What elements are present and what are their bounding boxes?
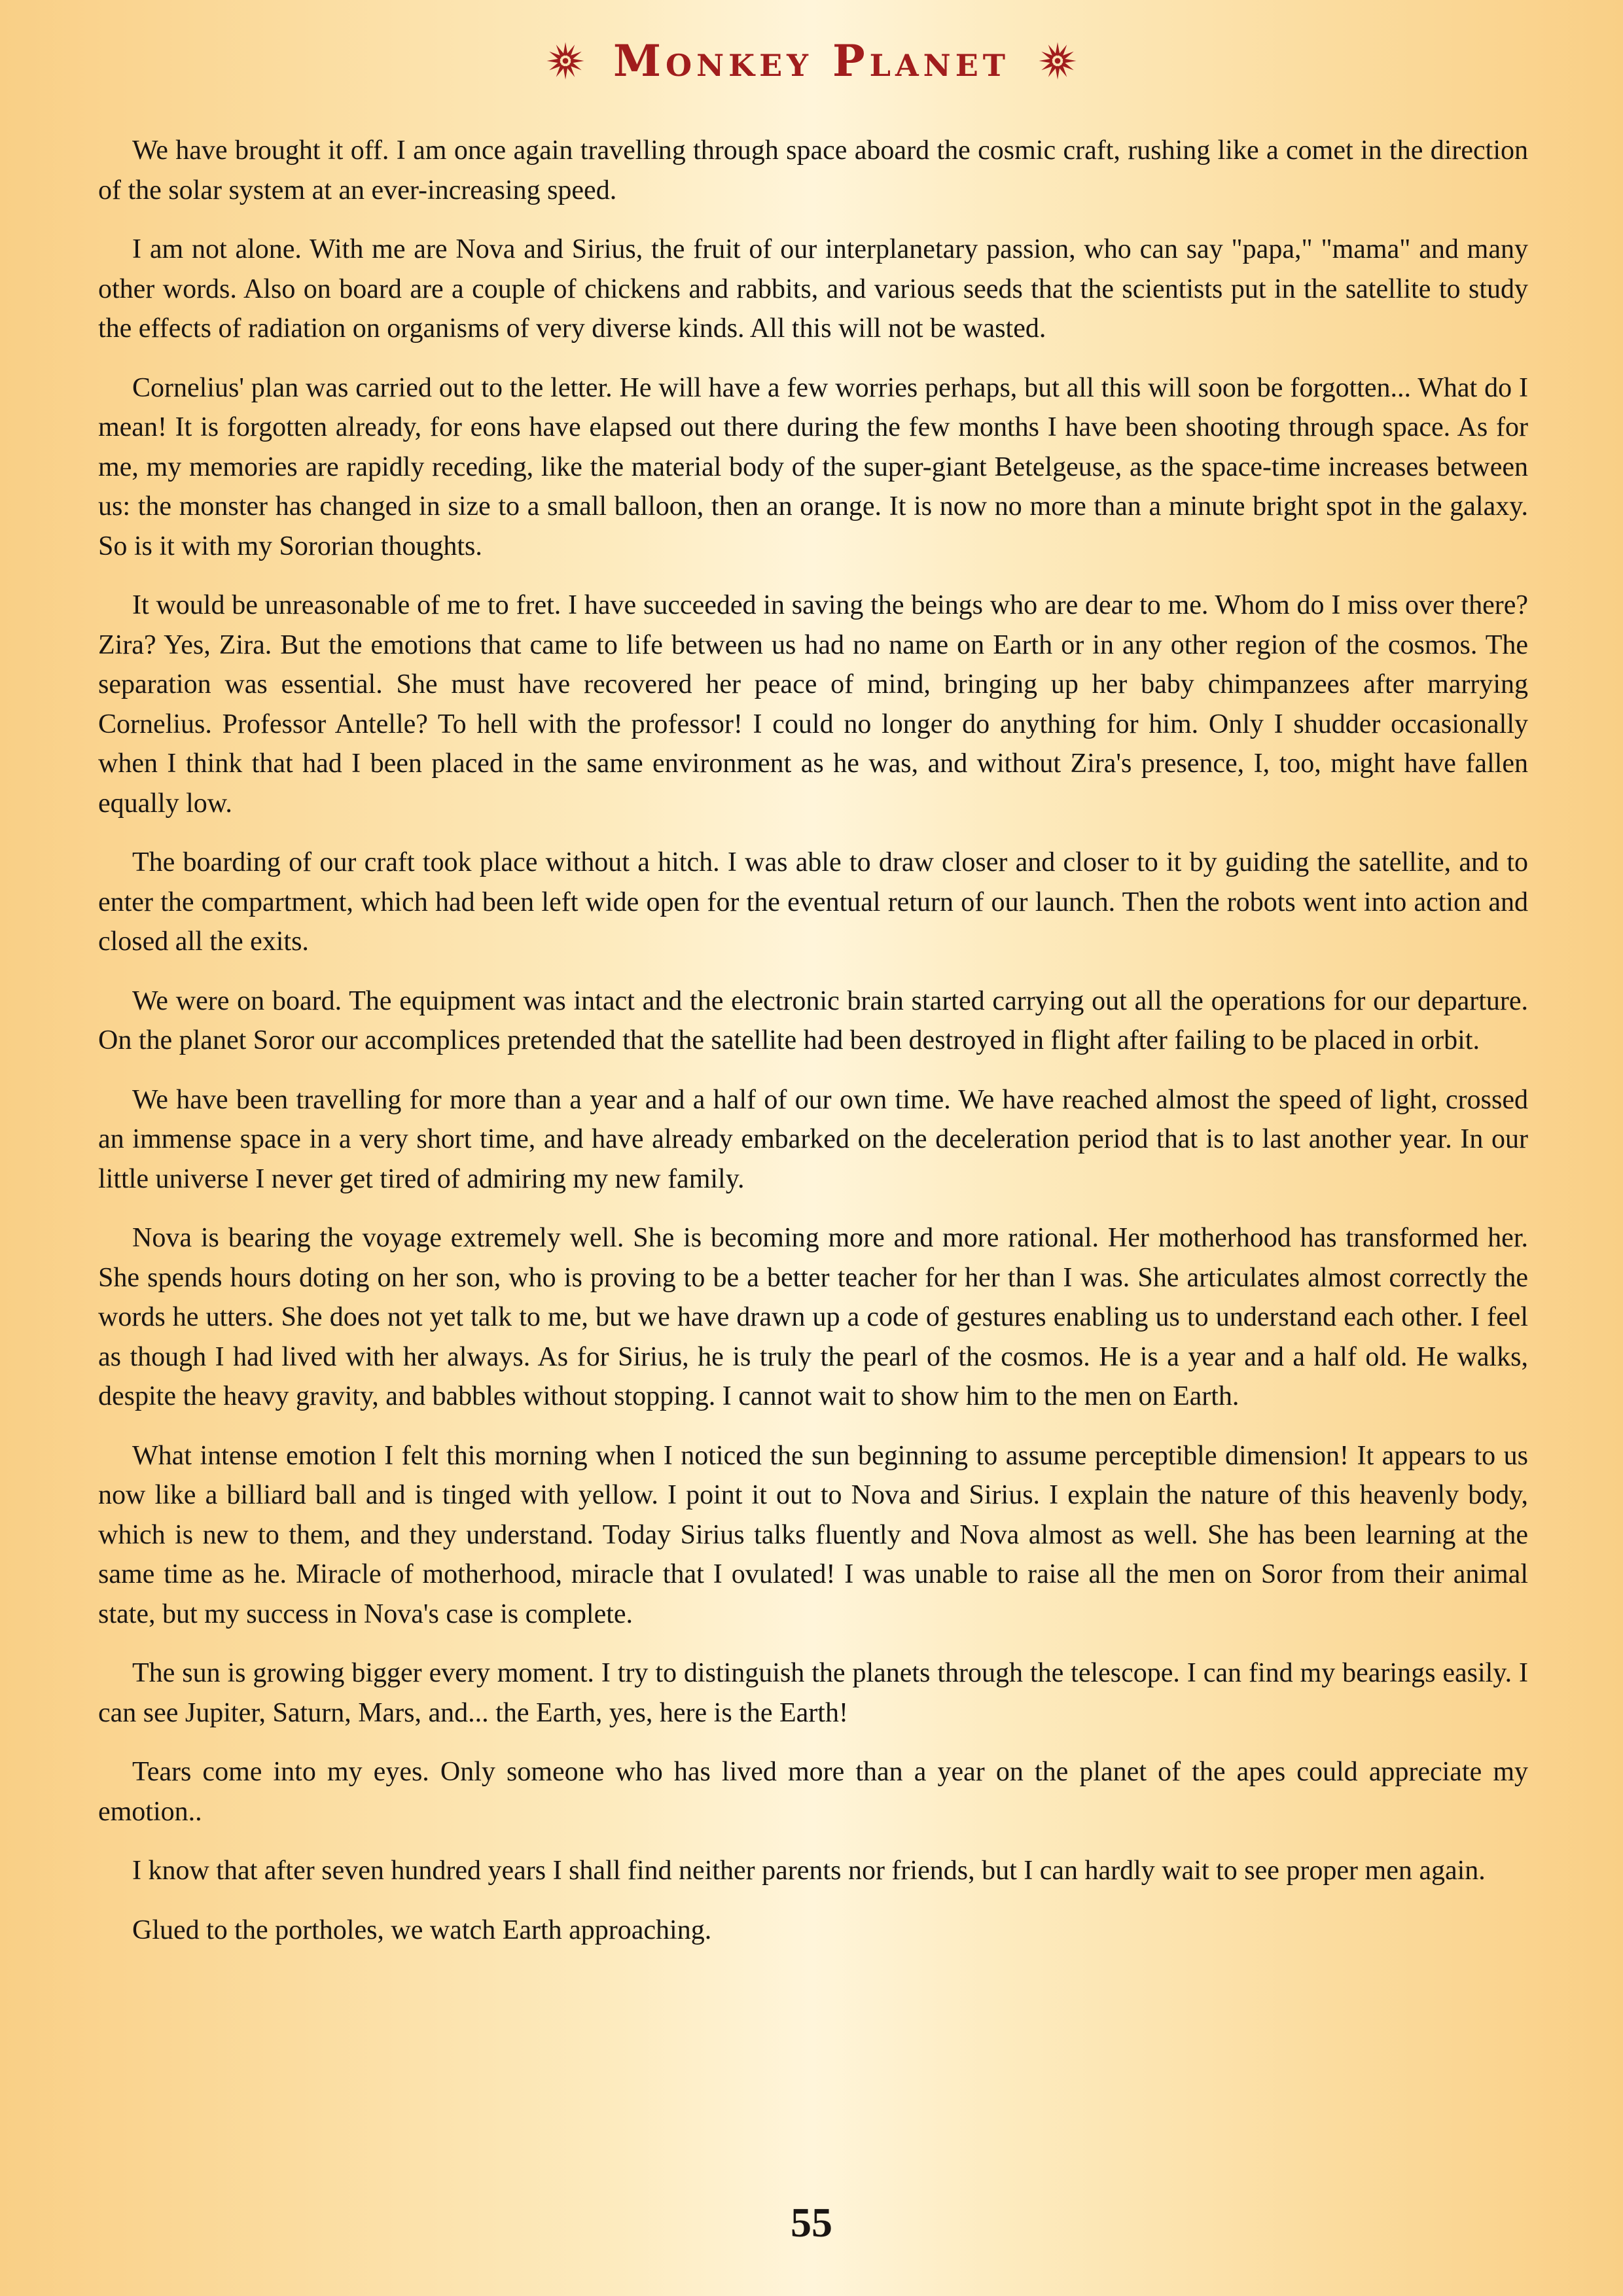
paragraph: What intense emotion I felt this morning when I noticed the sun beginning to assume perceptible dimension! It appears to us now like a billiard ball and is tinged with yellow. I point it out to Nova and Sirius. I explain the nature of this heavenly body, which is new to them, and they understand. Today Sirius talks fluently and Nova almost as well. She has been learning at the same time as he. Miracle of motherhood, miracle that I ovulated! I was unable to raise all the men on Soror from their animal state, but my success in Nova's case is complete. bbox=[98, 1440, 1528, 1629]
body-text bbox=[98, 131, 1528, 1969]
paragraph: Glued to the portholes, we watch Earth approaching. bbox=[132, 1915, 712, 1945]
paragraph: Tears come into my eyes. Only someone who has lived more than a year on the planet of the apes could appreciate my emotion.. bbox=[98, 1757, 1528, 1827]
page-title: Monkey Planet bbox=[613, 35, 1010, 86]
paragraph: We were on board. The equipment was intact and the electronic brain started carrying out all the operations for our departure. On the planet Soror our accomplices pretended that the satellite had been destroyed in flight after failing to be placed in orbit. bbox=[98, 985, 1528, 1055]
paragraph: I am not alone. With me are Nova and Sirius, the fruit of our interplanetary passion, who can say "papa," "mama" and many other words. Also on board are a couple of chickens and rabbits, and various seeds that the scientists put in the satellite to study the effects of radiation on organisms of very diverse kinds. All this will not be wasted. bbox=[98, 234, 1528, 344]
paragraph: I know that after seven hundred years I shall find neither parents nor friends, but I can hardly wait to see proper men again. bbox=[132, 1856, 1486, 1886]
page-header bbox=[0, 31, 1623, 90]
paragraph: Cornelius' plan was carried out to the letter. He will have a few worries perhaps, but all this will soon be forgotten... What do I mean! It is forgotten already, for eons have elapsed out there during the few months I have been shooting through space. As for me, my memories are rapidly receding, like the material body of the super-giant Betelgeuse, as the space-time increases between us: the monster has changed in size to a small balloon, then an orange. It is now no more than a minute bright spot in the galaxy. So is it with my Sororian thoughts. bbox=[98, 372, 1528, 561]
page-number: 55 bbox=[791, 2199, 832, 2246]
flourish-icon bbox=[545, 41, 586, 81]
paragraph: We have brought it off. I am once again travelling through space aboard the cosmic craft, rushing like a comet in the direction of the solar system at an ever-increasing speed. bbox=[98, 135, 1528, 205]
flourish-icon bbox=[1037, 41, 1078, 81]
paragraph: The boarding of our craft took place without a hitch. I was able to draw closer and closer to it by guiding the satellite, and to enter the compartment, which had been left wide open for the eventual return of our launch. Then the robots went into action and closed all the exits. bbox=[98, 847, 1528, 957]
paragraph: Nova is bearing the voyage extremely well. She is becoming more and more rational. Her motherhood has transformed her. She spends hours doting on her son, who is proving to be a better teacher for her than I was. She articulates almost correctly the words he utters. She does not yet talk to me, but we have drawn up a code of gestures enabling us to understand each other. I feel as though I had lived with her always. As for Sirius, he is truly the pearl of the cosmos. He is a year and a half old. He walks, despite the heavy gravity, and babbles without stopping. I cannot wait to show him to the men on Earth. bbox=[98, 1223, 1528, 1411]
paragraph: The sun is growing bigger every moment. I try to distinguish the planets through the telescope. I can find my bearings easily. I can see Jupiter, Saturn, Mars, and... the Earth, yes, here is the Earth! bbox=[98, 1658, 1528, 1728]
paragraph: We have been travelling for more than a year and a half of our own time. We have reached almost the speed of light, crossed an immense space in a very short time, and have already embarked on the deceleration period that is to last another year. In our little universe I never get tired of admiring my new family. bbox=[98, 1084, 1528, 1194]
paragraph: It would be unreasonable of me to fret. I have succeeded in saving the beings who are dear to me. Whom do I miss over there? Zira? Yes, Zira. But the emotions that came to life between us had no name on Earth or in any other region of the cosmos. The separation was essential. She must have recovered her peace of mind, bringing up her baby chimpanzees after marrying Cornelius. Professor Antelle? To hell with the professor! I could no longer do anything for him. Only I shudder occasionally when I think that had I been placed in the same environment as he was, and without Zira's presence, I, too, might have fallen equally low. bbox=[98, 590, 1528, 819]
